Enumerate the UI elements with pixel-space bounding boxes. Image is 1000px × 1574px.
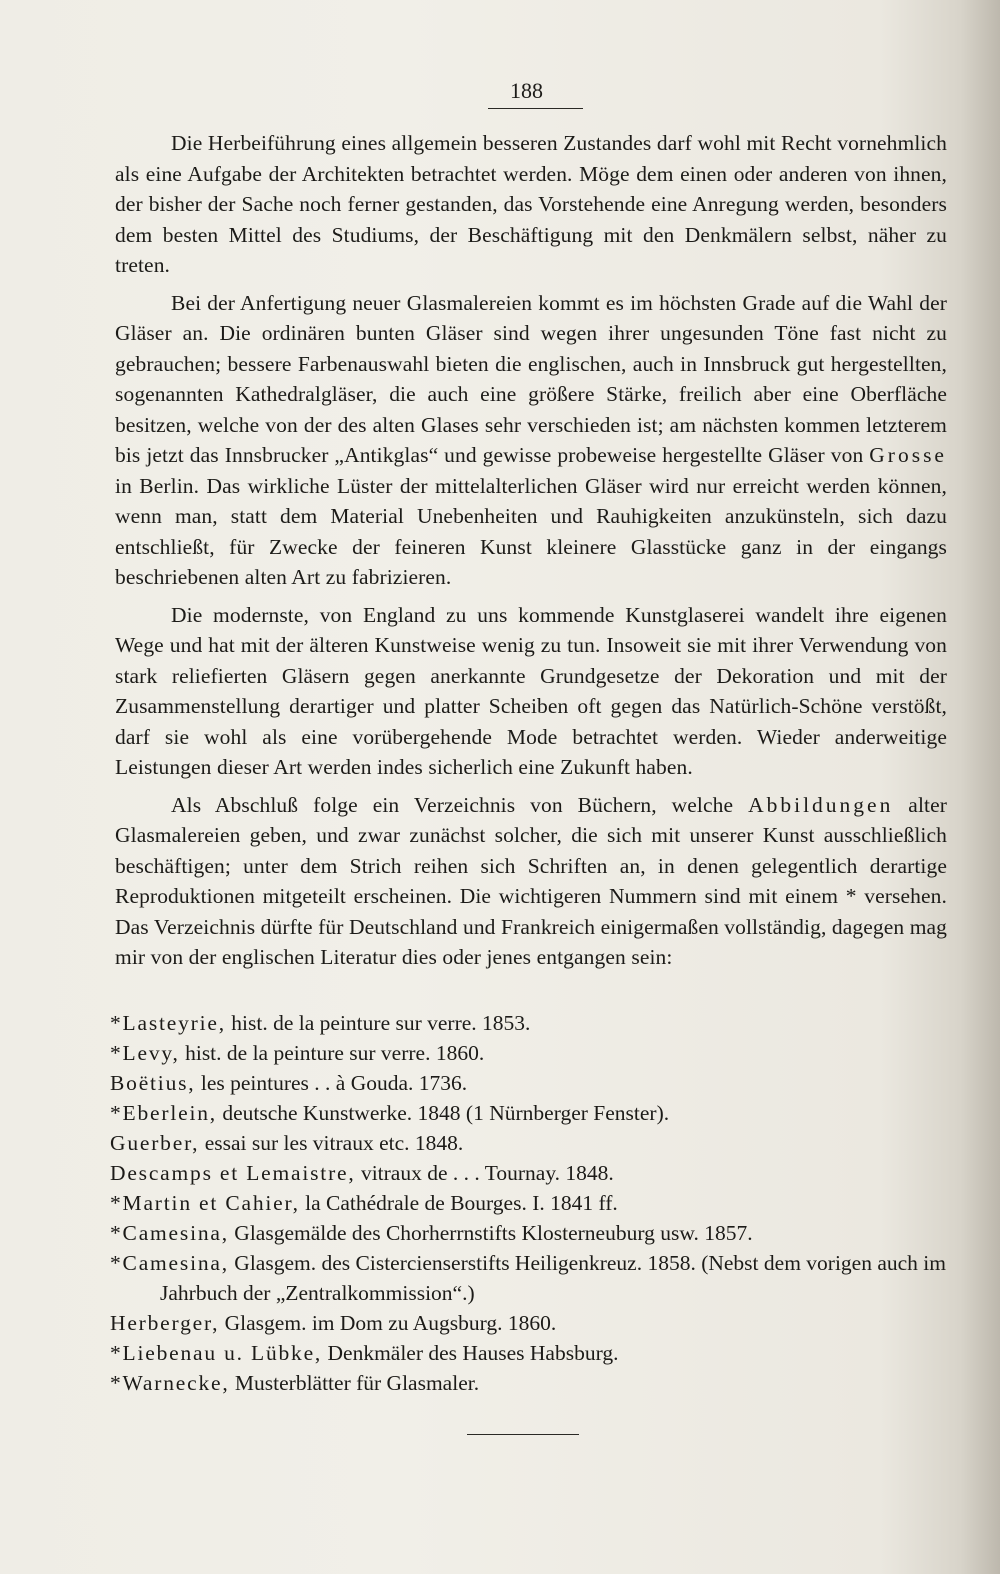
entry-author: *Warnecke,: [110, 1371, 230, 1395]
bibliography-entry: [110, 1308, 950, 1338]
entry-title: hist. de la peinture sur verre. 1853.: [231, 1011, 531, 1035]
paragraph-4-text-a: Als Abschluß folge ein Verzeichnis von Büchern, welche: [171, 792, 734, 817]
entry-author: *Eberlein,: [110, 1101, 217, 1125]
entry-author: Guerber,: [110, 1131, 200, 1155]
bibliography-entry: [110, 1218, 950, 1248]
bibliography-entry: [110, 1068, 950, 1098]
page-number: 188: [510, 78, 543, 103]
paragraph-2-text-b: in Berlin. Das wirkliche Lüster der mittelalterlichen Gläser wird nur erreicht werden können, wenn man, statt dem Material Unebenheiten und Rauhigkeiten anzukünsteln, sich dazu entschließt, für Zwecke der feineren Kunst kleinere Glasstücke ganz in der eingangs beschriebenen alten Art zu fabrizieren.: [115, 473, 947, 589]
entry-author: Descamps et Lemaistre,: [110, 1161, 356, 1185]
bibliography-entry: [110, 1338, 950, 1368]
entry-author: *Liebenau u. Lübke,: [110, 1341, 323, 1365]
entry-title: la Cathédrale de Bourges. I. 1841 ff.: [305, 1191, 618, 1215]
entry-author: *Levy,: [110, 1041, 180, 1065]
entry-author: *Lasteyrie,: [110, 1011, 226, 1035]
entry-title: Denkmäler des Hauses Habsburg.: [327, 1341, 619, 1365]
bibliography-entry: [110, 1038, 950, 1068]
paragraph-4: [115, 790, 947, 973]
spaced-word-abbildungen: Abbildungen: [748, 792, 894, 817]
paragraph-2-text-a: Bei der Anfertigung neuer Glasmalereien kommt es im höchsten Grade auf die Wahl der Gläser an. Die ordinären bunten Gläser sind wegen ihrer ungesunden Töne fast nicht zu gebrauchen; bessere Farbenauswahl bieten die englischen, auch in Innsbruck gut hergestellten, sogenannten Kathedralgläser, die auch eine größere Stärke, freilich aber eine Oberfläche besitzen, welche von der des alten Glases sehr verschieden ist; am nächsten kommen letzterem bis jetzt das Innsbrucker „Antikglas“ und gewisse probeweise hergestellte Gläser von: [115, 290, 947, 467]
entry-title: Glasgemälde des Chorherrnstifts Klosterneuburg usw. 1857.: [234, 1221, 753, 1245]
entry-title: Musterblätter für Glasmaler.: [234, 1371, 480, 1395]
entry-title: essai sur les vitraux etc. 1848.: [204, 1131, 464, 1155]
entry-title: hist. de la peinture sur verre. 1860.: [185, 1041, 485, 1065]
paragraph-1: Die Herbeiführung eines allgemein besseren Zustandes darf wohl mit Recht vornehmlich als eine Aufgabe der Architekten betrachtet werden. Möge dem einen oder anderen von ihnen, der bisher der Sache noch ferner gestanden, das Vorstehende eine Anregung werden, besonders dem besten Mittel des Studiums, der Beschäftigung mit den Denkmälern selbst, näher zu treten.: [115, 131, 947, 277]
paragraph-3: Die modernste, von England zu uns kommende Kunstglaserei wandelt ihre eigenen Wege und hat mit der älteren Kunstweise wenig zu tun. Insoweit sie mit ihrer Verwendung von stark reliefierten Gläsern gegen anerkannte Grundgesetze der Dekoration und mit der Zusammenstellung derartiger und platter Scheiben oft gegen das Natürlich-Schöne verstößt, darf sie wohl als eine vorübergehende Mode betrachtet werden. Wieder anderweitige Leistungen dieser Art werden indes sicherlich eine Zukunft haben.: [115, 602, 947, 779]
bibliography-entry: [110, 1128, 950, 1158]
bibliography-list: [110, 1008, 950, 1398]
paragraph-2: [115, 288, 947, 593]
entry-author: Herberger,: [110, 1311, 220, 1335]
entry-author: *Camesina,: [110, 1251, 229, 1275]
entry-author: Boëtius,: [110, 1071, 196, 1095]
entry-author: *Martin et Cahier,: [110, 1191, 300, 1215]
body-text: [115, 128, 947, 980]
entry-title: vitraux de . . . Tournay. 1848.: [360, 1161, 614, 1185]
entry-title: Glasgem. im Dom zu Augsburg. 1860.: [224, 1311, 557, 1335]
section-divider-rule: [467, 1434, 579, 1435]
paragraph-4-text-b: alter Glasmalereien geben, und zwar zunächst solcher, die sich mit unserer Kunst ausschließlich beschäftigen; unter dem Strich reihen sich Schriften an, in denen gelegentlich derartige Reproduktionen mitgeteilt erscheinen. Die wichtigeren Nummern sind mit einem * versehen. Das Verzeichnis dürfte für Deutschland und Frankreich einigermaßen vollständig, dagegen mag mir von der englischen Literatur dies oder jenes entgangen sein:: [115, 792, 948, 969]
entry-title: Glasgem. des Cistercienserstifts Heiligenkreuz. 1858. (Nebst dem vorigen auch im Jahrbuch der „Zentralkommission“.): [160, 1251, 947, 1305]
entry-title: les peintures . . à Gouda. 1736.: [200, 1071, 468, 1095]
bibliography-entry: [110, 1368, 950, 1398]
bibliography-entry: [110, 1008, 950, 1038]
bibliography-entry: [110, 1188, 950, 1218]
spaced-name-grosse: Grosse: [869, 443, 947, 467]
bibliography-entry: [110, 1098, 950, 1128]
bibliography-entry: [110, 1158, 950, 1188]
entry-author: *Camesina,: [110, 1221, 229, 1245]
page-header: [488, 78, 583, 109]
entry-title: deutsche Kunstwerke. 1848 (1 Nürnberger Fenster).: [222, 1101, 670, 1125]
header-rule: [488, 108, 583, 109]
bibliography-entry: [110, 1248, 950, 1308]
